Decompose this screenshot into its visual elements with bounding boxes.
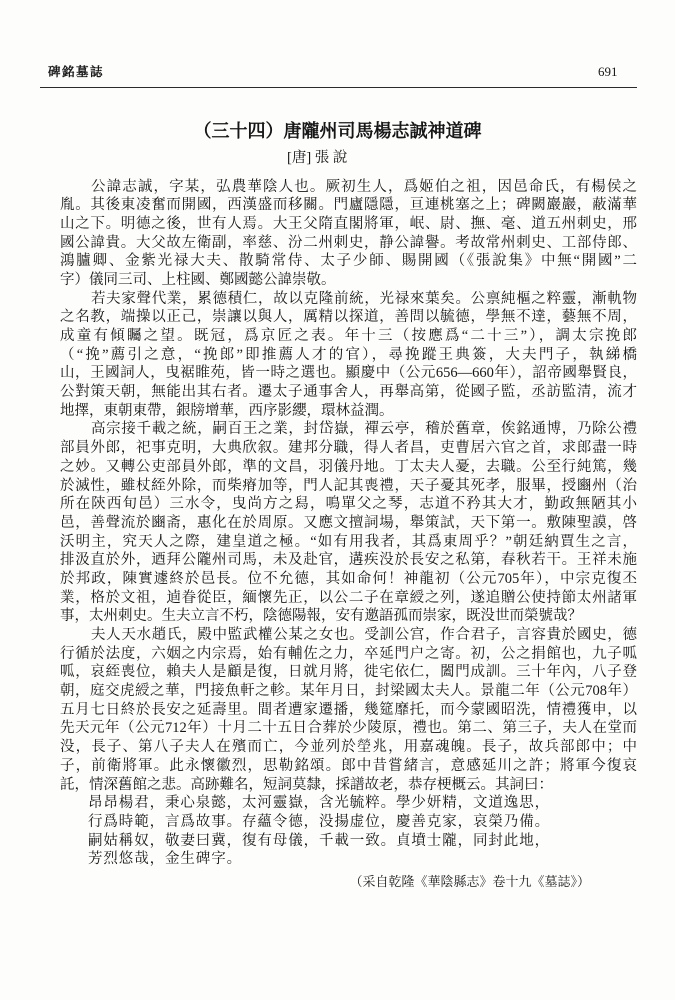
poem-line: 嗣姑稱奴，敬妻曰冀，復有母儀，千載一致。貞墳士隴，同封此地， — [88, 832, 550, 849]
text-line: 呱，哀絰喪位，賴夫人是顧是復，日就月將，徙宅依仁，闔門成訓。三十年內，八子登 — [60, 664, 637, 681]
text-line: 五月七日終於長安之延壽里。間者遭家遷播，幾筵靡托，而今蒙國昭洗，情禮獲申，以 — [60, 701, 637, 718]
paragraph — [60, 420, 637, 626]
text-line: 邑，善聲流於豳斋，惠化在於周原。又應文擅詞場，舉策試，天下第一。敷陳聖謨，啓 — [60, 514, 637, 531]
text-line: 部員外郎，祀事克明，大典欣叙。建邦分職，得人者昌，吏曹居六官之首，求郎盡一時 — [60, 440, 637, 457]
text-line: 成童有傾矚之望。既冠，爲京匠之表。年十三（按應爲“二十三”），調太宗挽郎 — [60, 328, 637, 344]
text-line: 行循於法度，六姻之内宗焉，始有輔佐之力，卒延門户之寄。初，公之捐館也，九子呱 — [60, 645, 637, 662]
text-line: 公對策天朝，無能出其右者。遷太子通事舍人，再舉高第，從國子監，丞訪監清，流才 — [60, 384, 637, 401]
text-line: （“挽”薦引之意，“挽郎”即推薦人才的官），尋挽蹤王典簽，大夫門子，執綈橋 — [60, 346, 637, 363]
source-note: （采自乾隆《華陰縣志》卷十九《墓誌》） — [349, 874, 590, 889]
text-line: 山之下。明德之後，世有人焉。大王父隋直閣將軍，岷、尉、撫、毫、道五州刺史，邢 — [60, 215, 637, 232]
text-line: 所在陝西旬邑）三水令，曳尚方之舄，鳴單父之琴，志道不矜其大才，勤政無陋其小 — [60, 496, 637, 513]
paragraph — [60, 626, 637, 794]
poem-line: 芳烈悠哉，金生碑字。 — [88, 851, 242, 868]
header-rule — [40, 87, 637, 88]
chapter-title: （三十四）唐隴州司馬楊志誠神道碑 — [193, 121, 482, 141]
text-line: 於滅性，雖杖絰外除，而柴瘠加等，門人記其喪禮，天子憂其死孝，服畢，授豳州（治 — [60, 477, 637, 494]
text-line: 字）儀同三司、上柱國、鄭國懿公諱崇敬。 — [60, 271, 336, 288]
running-header-section: 碑銘墓誌 — [48, 65, 105, 79]
text-line: 事，太州刺史。生夫立言不朽，陰德陽報，安有邀語孤而崇家，既没世而榮號哉？ — [60, 608, 582, 625]
text-line: 朝，庭交虎綬之華，門接魚軒之軫。某年月日，封梁國太夫人。景龍二年（公元708年） — [60, 683, 637, 700]
text-line: 地擇，東朝東帶，銀牓增華，西序影纓，環林益潤。 — [60, 402, 394, 419]
text-line: 公諱志誠，字某，弘農華陰人也。厥初生人，爲姬伯之祖，因邑命氏，有楊侯之 — [91, 178, 637, 195]
text-line: 託，情深舊館之悲。高跡難名，短詞莫隸，採譜故老，恭存梗概云。其詞曰： — [60, 776, 553, 793]
text-line: 之名教，端操以正己，崇讓以與人，厲精以探道，善問以毓德，學無不達，藝無不周， — [60, 309, 637, 326]
poem-line: 行爲時範，言爲故事。存蘊令德，没揚虚位，慶善克家，哀榮乃備。 — [88, 813, 550, 830]
poem-line: 昂昂楊君，秉心泉懿，太河靈嶽，含光毓粹。學少妍精，文道逸思， — [88, 795, 550, 812]
text-line: 若夫家聲代業，累德積仁，故以克隆前統，光禄來葉矣。公禀純樞之粹靈，漸軌物 — [91, 290, 637, 307]
body-text — [60, 178, 637, 869]
text-line: 高宗接千載之統，嗣百王之業，封岱嶽，禪云亭，稽於舊章，俟銘通博，乃除公禮 — [91, 421, 637, 438]
text-line: 山，王國詞人，曳裾睢苑，皆一時之選也。顯慶中（公元656—660年），詔帝國舉賢良， — [60, 365, 637, 382]
paragraph — [60, 178, 637, 290]
text-line: 没，長子、第八子夫人在殯而亡，今並列於塋兆，用嘉魂魄。長子，故兵部郎中；中 — [60, 739, 637, 756]
text-line: 國公諱貴。大父故左衛副，率慈、汾二州刺史，静公諱譽。考故常州刺史、工部侍郎、 — [60, 234, 637, 251]
text-line: 之妙。又轉公吏部員外郎，準的文昌，羽儀丹地。丁太夫人憂，去職。公至行純篤，幾 — [60, 458, 637, 475]
text-line: 鴻臚卿、金紫光禄大夫、散騎常侍、太子少師、賜開國（《張說集》中無“開國”二 — [60, 253, 637, 270]
text-line: 胤。其後東凌奮而開國，西漢盛而移關。門廬隱隱，亘連桃塞之上；碑闕巖巖，蔽滿華 — [60, 197, 637, 214]
paragraph — [60, 290, 637, 421]
text-line: 子，前衛將軍。此永懷徽烈，思勒銘頌。郎中昔嘗緒言，意感延川之許；將軍今復哀 — [60, 757, 637, 774]
text-line: 先天元年（公元712年）十月二十五日合葬於少陵原，禮也。第二、第三子，夫人在堂而 — [60, 720, 637, 737]
inscription-poem — [60, 794, 637, 869]
text-line: 於邦政，陳實遽終於邑長。位不允德，其如命何！神龍初（公元705年），中宗克復丕 — [60, 570, 637, 587]
text-line: 夫人天水趙氏，殿中監武權公某之女也。受訓公宫，作合君子，言容貴於國史，德 — [91, 627, 637, 643]
text-line: 沃明主，究天人之際，建皇道之極。“如有用我者，其爲東周乎？”朝廷納賈生之言， — [60, 533, 637, 550]
text-line: 業，格於文祖，逌眷從臣，緬懷先正，以公二子在章綬之列，遂追贈公使持節太州諸軍 — [60, 589, 637, 606]
text-line: 排汲直於外，迺拜公隴州司馬，未及赴官，遘疾没於長安之私第，春秋若干。王祥未施 — [60, 552, 637, 569]
page-number: 691 — [598, 64, 618, 79]
author-line: [唐] 張 說 — [287, 150, 348, 166]
